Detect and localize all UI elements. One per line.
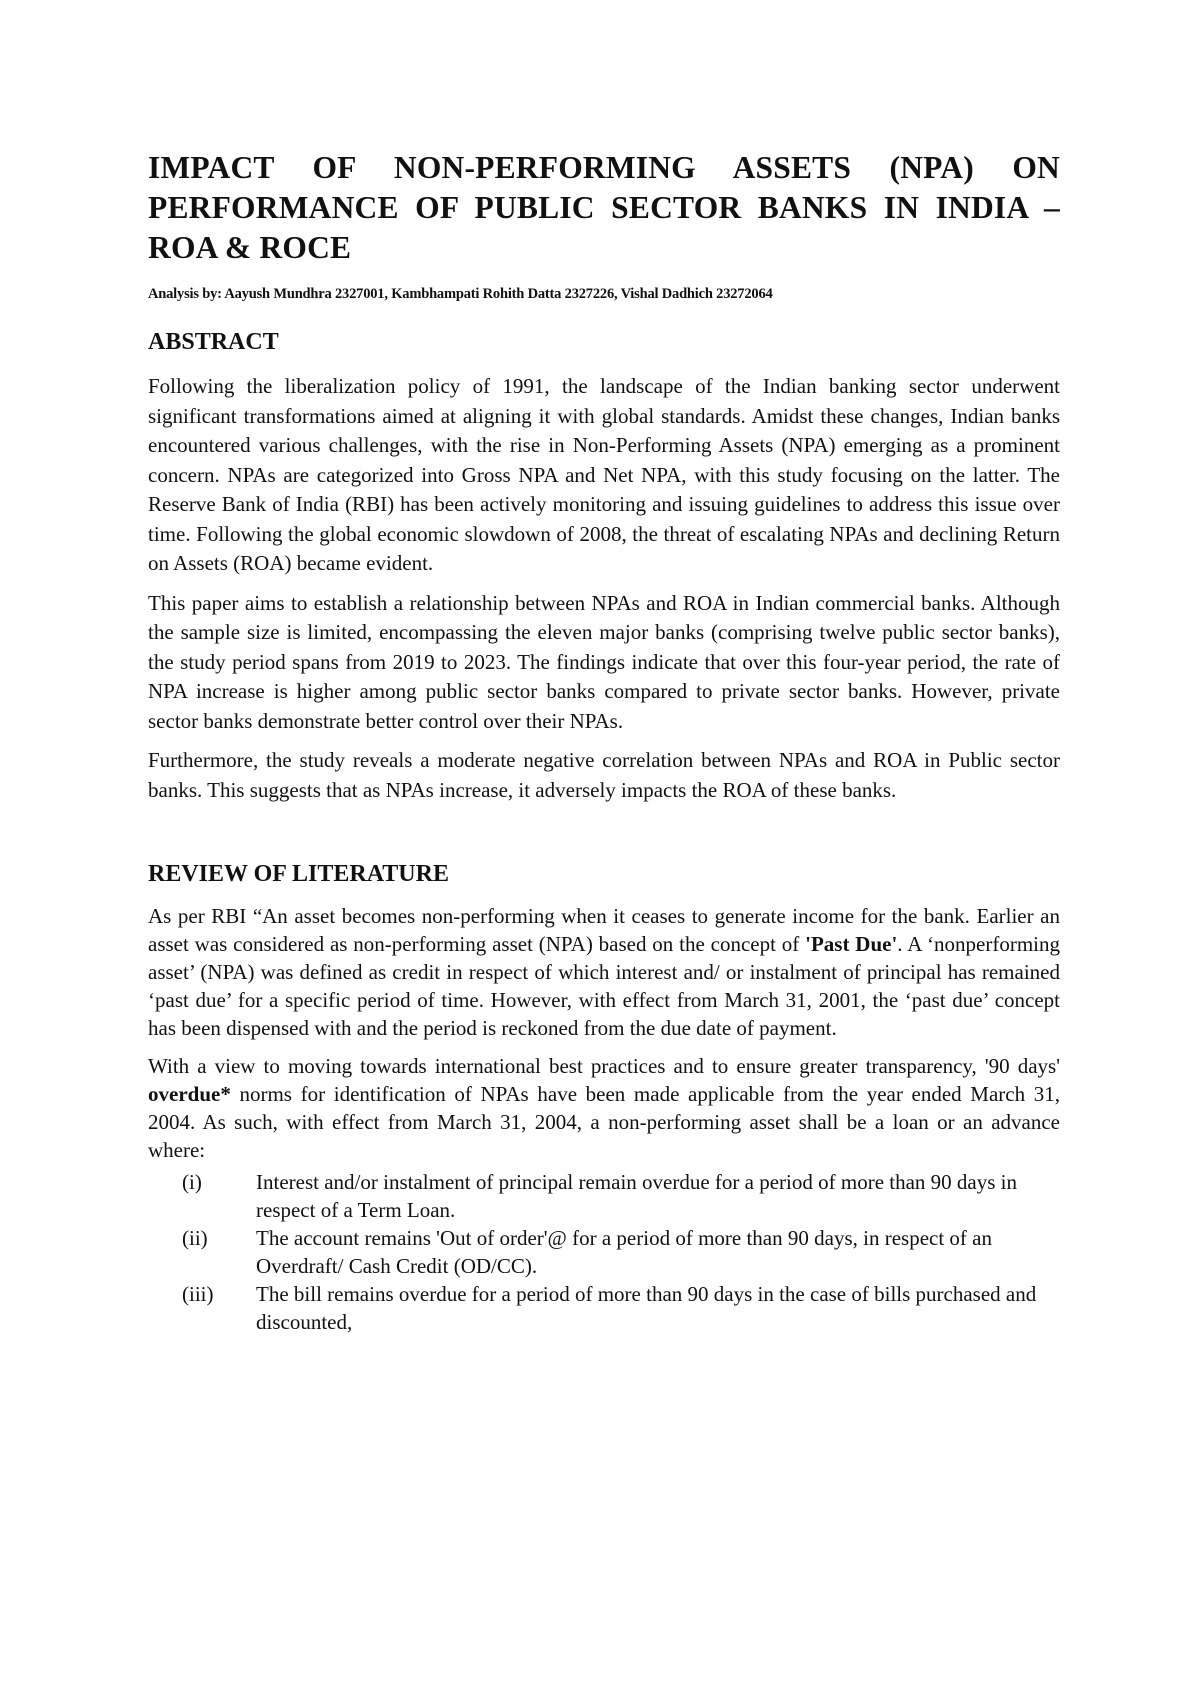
author-line: Analysis by: Aayush Mundhra 2327001, Kambhampati Rohith Datta 2327226, Vishal Dadhich 23272064	[148, 286, 773, 302]
paragraph-text: As per RBI “An asset becomes non-performing when it ceases to generate income for the bank. Earlier an asset was considered as non-performing asset (NPA) based on the concept of	[148, 904, 1060, 956]
list-item-text: The account remains 'Out of order'@ for a period of more than 90 days, in respect of an Overdraft/ Cash Credit (OD/CC).	[256, 1226, 992, 1278]
list-item	[148, 1224, 1060, 1280]
list-item-number: (i)	[182, 1170, 202, 1194]
abstract-paragraph: Following the liberalization policy of 1991, the landscape of the Indian banking sector underwent significant transformations aimed at aligning it with global standards. Amidst these changes, Indian banks encountered various challenges, with the rise in Non-Performing Assets (NPA) emerging as a prominent concern. NPAs are categorized into Gross NPA and Net NPA, with this study focusing on the latter. The Reserve Bank of India (RBI) has been actively monitoring and issuing guidelines to address this issue over time. Following the global economic slowdown of 2008, the threat of escalating NPAs and declining Return on Assets (ROA) became evident.	[148, 374, 1060, 575]
list-item-number: (ii)	[182, 1226, 208, 1250]
literature-heading: REVIEW OF LITERATURE	[148, 861, 449, 887]
document-content	[148, 148, 1060, 1336]
paragraph-text: norms for identification of NPAs have been made applicable from the year ended March 31, 2004. As such, with effect from March 31, 2004, a non-performing asset shall be a loan or an advance where:	[148, 1082, 1060, 1162]
bold-term-past-due: 'Past Due'	[805, 932, 898, 956]
list-item-number: (iii)	[182, 1282, 214, 1306]
npa-criteria-list	[148, 1168, 1060, 1336]
paragraph-text: With a view to moving towards international best practices and to ensure greater transparency, '90 days'	[148, 1054, 1060, 1078]
document-title: IMPACT OF NON-PERFORMING ASSETS (NPA) ON PERFORMANCE OF PUBLIC SECTOR BANKS IN INDIA – ROA & ROCE	[148, 150, 1060, 265]
abstract-paragraph: This paper aims to establish a relationship between NPAs and ROA in Indian commercial banks. Although the sample size is limited, encompassing the eleven major banks (comprising twelve public sector banks), the study period spans from 2019 to 2023. The findings indicate that over this four-year period, the rate of NPA increase is higher among public sector banks compared to private sector banks. However, private sector banks demonstrate better control over their NPAs.	[148, 590, 1060, 733]
paragraph-text: . A ‘nonperforming asset’ (NPA) was defined as credit in respect of which interest and/ or instalment of principal has remained ‘past due’ for a specific period of time. However, with effect from March 31, 2001, the ‘past due’ concept has been dispensed with and the period is reckoned from the due date of payment.	[148, 932, 1061, 1040]
literature-paragraph	[148, 1052, 1060, 1164]
bold-term-overdue: overdue*	[148, 1082, 231, 1106]
list-item-text: Interest and/or instalment of principal remain overdue for a period of more than 90 days in respect of a Term Loan.	[256, 1170, 1018, 1222]
list-item-text: The bill remains overdue for a period of more than 90 days in the case of bills purchased and discounted,	[256, 1282, 1037, 1334]
abstract-paragraph: Furthermore, the study reveals a moderate negative correlation between NPAs and ROA in Public sector banks. This suggests that as NPAs increase, it adversely impacts the ROA of these banks.	[148, 748, 1060, 802]
literature-paragraph	[148, 902, 1060, 1042]
list-item	[148, 1168, 1060, 1224]
list-item	[148, 1280, 1060, 1336]
abstract-heading: ABSTRACT	[148, 329, 279, 355]
